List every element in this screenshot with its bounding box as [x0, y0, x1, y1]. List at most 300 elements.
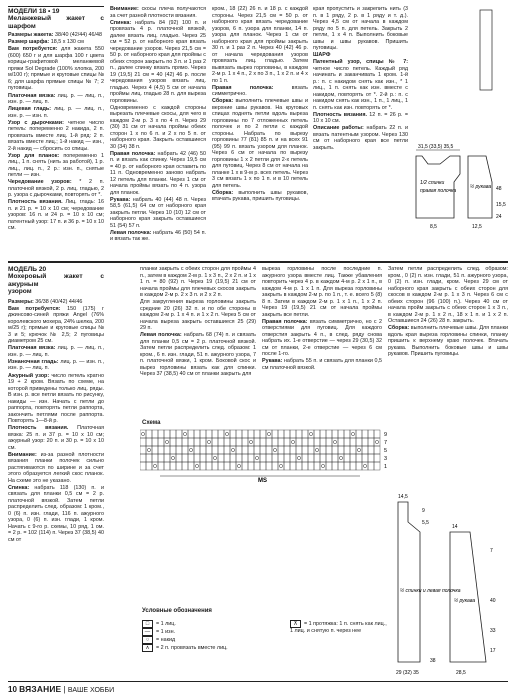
chart-cell [194, 462, 200, 470]
magazine-subtitle: ВАШЕ ХОББИ [67, 687, 115, 694]
chart-cell [254, 462, 260, 470]
chart-cell [368, 446, 374, 454]
section1-pattern-schematic [410, 6, 510, 258]
legend-text: = накид [156, 637, 176, 643]
paragraph [313, 125, 408, 151]
yarn-over-symbol [321, 464, 324, 467]
paragraph-text: набрать 42 (46) 50 п. и вязать как спинку. Через 19,5 см = 40 р. от наборного края оставить по 11 п. Одновременно заново набрать 12 петель для планки. Через 1 см от начала проймы вязать по 4 п. узора для планок. [110, 150, 206, 196]
chart-cell [248, 430, 254, 438]
yarn-over-symbol [207, 440, 210, 443]
paragraph-text: из-за разной плотности вязания планки полочек сильно растягиваются по ширине и за счет этого образуется легкий скос планок. На схеме это не указано. [8, 451, 104, 484]
paragraph [313, 112, 408, 125]
chart-cell [230, 430, 236, 438]
chart-cell [164, 438, 170, 446]
chart-cell [356, 446, 362, 454]
paragraph [8, 153, 104, 179]
chart-cell [140, 430, 146, 438]
paragraph-text: края пропустить и закрепить нить (3 п. в 1 ряду, 2 р. в 1 ряду и т. д.). Через 4,5 см от начала в каждом ряду по 5 п. для петель. Закрыть 2 петли, 1 x 4 п. Выполнить боковые швы и швы рукавов. Пришить пуговицы. [313, 6, 408, 51]
paragraph-text: набрать 40 (44) 48 п. Через 58,5 (61,5) 64 см от наборного края закрыть петли. Через 10 (10) 12 см от наборного края закрыть оставшиеся 51 (54) 57 п. [110, 196, 206, 229]
chart-cell [308, 430, 314, 438]
dim-w2: 8,5 [430, 224, 437, 230]
paragraph-text: скосы плеча получаются за счет разной плотности вязания. [110, 6, 206, 19]
chart-cell [320, 462, 326, 470]
chart-cell [194, 454, 200, 462]
chart-cell [236, 462, 242, 470]
sch2-h4: 17 [490, 648, 496, 654]
chart-cell [362, 430, 368, 438]
legend-item [142, 628, 272, 636]
paragraph-label: Описание работы: [313, 125, 364, 132]
chart-cell [242, 462, 248, 470]
paragraph-label: Сборка: [388, 325, 410, 332]
paragraph-text: набрать 84 (92) 100 п. и провязать 4 р. платочной вязкой, далее вязать лиц. гладью. Через 25 см = 52 р. от наборного края вязать чередование узоров. Через 21,5 см = 50 р. от наборного края для проймы с обеих сторон закрыть по 3 п. и 1 раз 2 п., далее спинку вязать прямо. Через 19 (19,5) 21 см = 40 (42) 46 р. после чередования узоров вязать лиц. гладью. Через 4 (4,5) 5 см от начала проймы лиц. гладью 28 п. для выреза горловины. [110, 19, 206, 104]
section2-column-3 [262, 266, 382, 416]
paragraph-label: Лицевая гладь: [8, 106, 51, 113]
paragraph [388, 325, 508, 358]
section2-column-2-text [140, 266, 256, 378]
chart-cell [368, 462, 374, 470]
paragraph [140, 299, 256, 332]
section1-column-3 [212, 6, 308, 258]
paragraph-label: Внимание: [8, 451, 37, 458]
legend-symbol: ∧ [142, 644, 153, 652]
chart-cell [362, 454, 368, 462]
legend-item [142, 636, 272, 644]
chart-cell [242, 446, 248, 454]
chart-cell [260, 430, 266, 438]
chart-cell [194, 446, 200, 454]
paragraph-text: набрать 22 п. и вязать патентным узором. Через 130 см от наборного края все петли закрыть. [313, 125, 408, 151]
chart-cell [212, 438, 218, 446]
paragraph-text: для жакета 550 (600) 650 г и для шарфа 100 г цвета корицы-графитовой меланжевой пряжи Sol Degrade (100% хлопка, 200 м/100 г); прямые и круговые спицы № 6; для шарфа прямые спицы № 7; 2 пуговицы. [8, 46, 104, 92]
paragraph [8, 32, 104, 39]
chart-cell [158, 446, 164, 454]
yarn-over-symbol [339, 456, 342, 459]
chart-cell [236, 430, 242, 438]
chart-cell [356, 462, 362, 470]
paragraph-text: Лиц. гладь: 16 п. и 21 р. = 10 x 10 см; чередование узоров: 16 п. и 24 р. = 10 x 10 см; патентный узор: 17 п. и 36 р. = 10 x 10 см. [8, 199, 104, 232]
paragraph [110, 197, 206, 230]
chart-cell [290, 430, 296, 438]
chart-cell [140, 462, 146, 470]
chart-cell [206, 462, 212, 470]
chart-cell [200, 446, 206, 454]
chart-cell [296, 438, 302, 446]
yarn-over-symbol [375, 440, 378, 443]
chart-cell [314, 430, 320, 438]
chart-cell [218, 446, 224, 454]
paragraph-text: четное число петель: попеременно 2 накида, 2 п. провязать вместе лиц. 1-й ряд: 2 п. вязать вместе лиц.; 1-й накид — изн., 2-й накид — сбросить со спицы. [8, 119, 104, 152]
dim-w1: 31,5 (33,5) 35,5 [418, 144, 454, 150]
yarn-over-symbol [249, 440, 252, 443]
chart-cell [296, 454, 302, 462]
chart-cell [290, 438, 296, 446]
paragraph-label: Сборка: [212, 189, 234, 196]
chart-cell [182, 454, 188, 462]
footer-separator: | [63, 685, 66, 694]
chart-cell [374, 462, 380, 470]
chart-cell [260, 462, 266, 470]
paragraph-label: Вам потребуется: [8, 46, 58, 53]
section1-column-3-text [212, 6, 308, 203]
paragraph-text: Затем петли распределить след. образом: кром., 0 (2) п. изн. глади, 51 п. ажурного узора, 0 (2) п. изн. глади, кром. Через 29 см от наборного края закрыть с обеих сторон для скосов в каждом 2-м р. 1 x 3 п. Через 6 см с обеих сторон (96 (100) п.). Через 40 см от начала пройм закрыть с обеих сторон 1 x 3 п., в каждом 2-м р. 1 x 2 п., 18 x 1 п. и 1 x 2 п. Оставшиеся 24 (26) 28 п. закрыть. [388, 266, 508, 324]
stitch-chart [140, 428, 400, 486]
chart-cell [236, 454, 242, 462]
chart-cell [230, 446, 236, 454]
sch2-t1: 14,5 [398, 494, 408, 500]
chart-cell [176, 430, 182, 438]
section2-title [8, 266, 104, 296]
yarn-over-symbol [297, 456, 300, 459]
paragraph [313, 6, 408, 52]
chart-cell [182, 462, 188, 470]
paragraph [8, 106, 104, 119]
scarf-shape [480, 10, 492, 90]
chart-cell [218, 462, 224, 470]
chart-cell [140, 446, 146, 454]
chart-cell [308, 446, 314, 454]
paragraph-label: ШАРФ [313, 52, 331, 59]
chart-cell [326, 462, 332, 470]
paragraph [8, 345, 104, 358]
paragraph-label: Плотность вязания. [8, 425, 69, 432]
paragraph [8, 179, 104, 199]
chart-cell [338, 462, 344, 470]
chart-cell [146, 462, 152, 470]
paragraph [140, 332, 256, 378]
chart-cell [326, 438, 332, 446]
chart-cell [140, 454, 146, 462]
section2-column-4-text [388, 266, 508, 358]
chart-cell [152, 462, 158, 470]
chart-cell [272, 454, 278, 462]
chart-cell [338, 454, 344, 462]
yarn-over-symbol [351, 432, 354, 435]
chart-cell [188, 454, 194, 462]
sch2-label1: ½ спинки и левая полочка [400, 588, 461, 594]
chart-cell [152, 430, 158, 438]
sch2-b3: 28,5 [456, 670, 466, 676]
footer-rule [8, 681, 508, 682]
yarn-over-symbol [267, 432, 270, 435]
paragraph-text: 150 (175) г джинсово-синей пряжи Angel (76% королевского мохера, 24% шелка, 200 м/25 г); прямые и круговые спицы № 3 и 5; крючок № 2,5; 2 пуговицы диаметром 25 см. [8, 305, 104, 345]
chart-cell [188, 446, 194, 454]
dim-w3: 12,5 [472, 224, 482, 230]
chart-cell [314, 438, 320, 446]
chart-cell [308, 454, 314, 462]
yarn-over-symbol [147, 448, 150, 451]
legend-title: Условные обозначения [142, 608, 212, 614]
chart-cell [218, 430, 224, 438]
paragraph-label: Рукава: [262, 358, 283, 365]
yarn-over-symbol [315, 448, 318, 451]
paragraph [8, 46, 104, 92]
sleeve-outline-2 [450, 532, 486, 662]
chart-cell [284, 430, 290, 438]
chart-cell [230, 462, 236, 470]
sch2-h1: 7 [490, 548, 493, 554]
chart-cell [344, 446, 350, 454]
yarn-over-symbol [231, 448, 234, 451]
legend-item [290, 620, 390, 635]
paragraph [8, 299, 104, 306]
sch2-t3: 5,5 [422, 520, 429, 526]
chart-cell [188, 438, 194, 446]
paragraph [212, 98, 308, 189]
chart-cell [260, 438, 266, 446]
chart-row-label: 1 [384, 464, 388, 470]
section2-column-4 [388, 266, 508, 416]
paragraph [8, 485, 104, 544]
section1-column-1 [8, 6, 104, 258]
chart-cell [338, 430, 344, 438]
chart-cell [224, 430, 230, 438]
legend-text: = 1 лиц. [156, 621, 176, 627]
chart-cell [260, 454, 266, 462]
legend-item [142, 620, 272, 628]
paragraph [212, 85, 308, 98]
chart-cell [206, 430, 212, 438]
paragraph [110, 230, 206, 243]
chart-cell [296, 430, 302, 438]
chart-cell [254, 430, 260, 438]
yarn-over-symbol [333, 440, 336, 443]
chart-cell [254, 454, 260, 462]
paragraph [110, 20, 206, 105]
chart-cell [344, 430, 350, 438]
chart-cell [278, 462, 284, 470]
paragraph-text: выреза горловины после последние п. ажурного узора вместе лиц. Также убавления повторить через 4 р. в каждом 4-м р. 2 x 1 п., в каждом 4-м р. 1 x 1 п. Для выреза горловины закрыть в каждом 2-м р. по 1 п., т. е. всего 5 (8) 8 п. Затем в каждом 2-м р. 1 x 1 п., 1 x 2 п. Через 19 (19,5) 21 см от начала проймы закрыть все петли. [262, 266, 382, 318]
chart-cell [206, 438, 212, 446]
chart-cell [272, 446, 278, 454]
paragraph [8, 120, 104, 153]
sch2-t2: 9 [422, 508, 425, 514]
chart-cell [212, 454, 218, 462]
label-sleeve: ½ рукава [470, 184, 492, 190]
chart-cell [224, 462, 230, 470]
section1-column-2-text [110, 6, 206, 243]
section2-column-2 [140, 266, 256, 416]
yarn-over-symbol [183, 432, 186, 435]
paragraph [212, 6, 308, 84]
paragraph-label: Ажурный узор: [8, 372, 50, 379]
chart-cell [254, 438, 260, 446]
chart-row-label: 3 [384, 456, 388, 462]
chart-cell [188, 430, 194, 438]
paragraph-text: 18,5 x 130 см [49, 39, 84, 46]
chart-cell [158, 430, 164, 438]
paragraph-text: лиц. р. — лиц. п., изн. р. — лиц. п. [8, 345, 104, 358]
legend-left [142, 620, 272, 652]
chart-cell [332, 438, 338, 446]
chart-cell [374, 446, 380, 454]
chart-cell [224, 454, 230, 462]
chart-cell [266, 454, 272, 462]
yarn-over-symbol [165, 440, 168, 443]
magazine-name: ВЯЗАНИЕ [19, 684, 62, 694]
chart-cell [170, 430, 176, 438]
chart-row-label: 7 [384, 440, 388, 446]
paragraph [110, 105, 206, 151]
dim-h3: 24 [496, 214, 502, 220]
chart-cell [140, 438, 146, 446]
chart-cell [152, 446, 158, 454]
chart-cell [296, 446, 302, 454]
chart-cell [332, 454, 338, 462]
chart-cell [266, 430, 272, 438]
page-footer [8, 684, 508, 696]
chart-cell [176, 438, 182, 446]
chart-cell [356, 438, 362, 446]
paragraph-label: Правая полочка: [110, 150, 156, 157]
chart-cell [260, 446, 266, 454]
chart-cell [356, 454, 362, 462]
chart-cell [272, 430, 278, 438]
chart-cell [230, 438, 236, 446]
chart-cell [182, 446, 188, 454]
paragraph [212, 190, 308, 203]
paragraph-text: планки закрыть с обеих сторон для проймы 4 п., затем в каждом 2-м р. 1 x 3 п., 2 x 2 п. и 1 x 1 п. = 80 (92) п. Через 19 (19,5) 21 см от начала проймы для плечевых скосов закрыть в каждом 2-м р. 2 x 3 п. и 2 x 2 п. [140, 266, 256, 298]
paragraph [388, 266, 508, 325]
chart-cell [290, 462, 296, 470]
chart-cell [152, 454, 158, 462]
chart-cell [224, 438, 230, 446]
section1-title [8, 6, 104, 30]
paragraph-label: Плотность вязания. [313, 111, 367, 118]
paragraph-text: вязать симметрично. [212, 84, 308, 98]
chart-cell [158, 438, 164, 446]
chart-cell [236, 438, 242, 446]
chart-cell [350, 446, 356, 454]
yarn-over-symbol [189, 448, 192, 451]
paragraph [110, 6, 206, 19]
legend-symbol: — [142, 628, 153, 636]
label-front: правая полочка [420, 188, 457, 194]
model-name: Меланжевый жакет с шарфом [8, 15, 104, 30]
chart-cell [326, 446, 332, 454]
sch2-b2: 38 [430, 658, 436, 664]
chart-cell [218, 438, 224, 446]
legend-item [142, 644, 272, 652]
legend-symbol: ○ [142, 636, 153, 644]
chart-cell [326, 430, 332, 438]
chart-cell [302, 430, 308, 438]
chart-cell [320, 430, 326, 438]
chart-cell [242, 438, 248, 446]
section2-column-1 [8, 266, 104, 680]
chart-cell [278, 446, 284, 454]
paragraph-text: лиц. р. — изн. п., изн. р. — лиц. п. [8, 358, 104, 372]
chart-cell [290, 446, 296, 454]
chart-cell [164, 446, 170, 454]
section1-column-4-text [313, 6, 408, 151]
paragraph-label: Вам потребуется: [8, 305, 61, 312]
paragraph-text: набрать 68 (74) п. и связать для планки 0,5 см = 2 р. платочной вязкой. Затем петли распределить след. образом: 1 кром., 6 п. изн. глади, 51 п. ажурного узора, 7 п. платочной вязки, 1 кром. Боковой скос и вырез горловины вязать как для спинки. Через 37 (38,5) 40 см от планки закрыть для [140, 332, 256, 378]
yarn-over-symbol [225, 432, 228, 435]
chart-cell [284, 454, 290, 462]
paragraph-label: Узор для планок: [8, 152, 60, 159]
page-number: 10 [8, 685, 17, 694]
paragraph-label: Внимание: [110, 6, 139, 12]
section1-column-2 [110, 6, 206, 258]
back-front-outline [398, 502, 420, 662]
chart-cell [344, 462, 350, 470]
sch2-t4: 14 [452, 524, 458, 530]
chart-cell [350, 454, 356, 462]
chart-cell [302, 454, 308, 462]
chart-cell [212, 462, 218, 470]
paragraph-text: Для закругления выреза горловины закрыть средние 20 (26) 32 п. и по обе стороны в каждом 2-м р. 1 x 4 п. и 1 x 2 п. Через 5 см от начала выреза закрыть оставшиеся 25 (29) 29 п. [140, 299, 256, 332]
chart-cell [284, 438, 290, 446]
chart-cell [368, 438, 374, 446]
paragraph-text: 36/38 (40/42) 44/46 [33, 298, 83, 305]
chart-cell [308, 462, 314, 470]
paragraph-label: Патентный узор, спицы № 7: [313, 59, 408, 66]
chart-cell [152, 438, 158, 446]
chart-cell [176, 462, 182, 470]
chart-cell [296, 462, 302, 470]
model-number: МОДЕЛЬ 20 [8, 266, 47, 273]
sch2-b1: 29 (32) 35 [396, 670, 419, 676]
paragraph-text: набрать 46 (50) 54 п. и вязать так же. [110, 229, 206, 243]
chart-cell [146, 446, 152, 454]
chart-cell [338, 438, 344, 446]
legend-text: = 2 п. провязать вместе лиц. [156, 645, 228, 651]
paragraph [313, 52, 408, 59]
back-piece-outline [416, 156, 460, 218]
section1-column-1-text [8, 32, 104, 232]
yarn-over-symbol [213, 456, 216, 459]
section2-column-1-text [8, 299, 104, 544]
chart-cell [326, 454, 332, 462]
chart-cell [176, 446, 182, 454]
chart-cell [146, 454, 152, 462]
chart-cell [362, 446, 368, 454]
paragraph-label: Правая полочка: [262, 318, 308, 325]
paragraph [8, 39, 104, 46]
chart-cell [164, 430, 170, 438]
yarn-over-symbol [309, 432, 312, 435]
sch2-label2: ½ рукава [454, 598, 476, 604]
chart-cell [368, 430, 374, 438]
chart-cell [344, 438, 350, 446]
legend-right [290, 620, 390, 635]
paragraph-text: кром., 18 (22) 26 п. и 18 р. с каждой стороны. Через 21,5 см = 50 р. от наборного края вязать чередование узоров, 6 п. узора для планки, 14 п. узора для планок. Через 1 см от наборного края для проймы закрыть 30 п. и 1 раз 2 п. Через 40 (42) 46 р. от начала чередования узоров провязать лиц. гладью. Затем вывязать вырез горловины, в каждом 2-м р. 1 x 4 п., 2 x по 3 п., 1 x 2 п. и 4 x по 1 п. [212, 6, 308, 84]
sch2-h3: 33 [490, 628, 496, 634]
model-name: Мохеровый жакет с ажурным [8, 273, 104, 288]
legend-symbol: □ [142, 620, 153, 628]
chart-cell [170, 454, 176, 462]
chart-cell [212, 446, 218, 454]
chart-cell [320, 446, 326, 454]
paragraph-text: набрать 118 (130) п. и связать для планки 0,5 см = 2 р. платочной вязкой. Затем петли распределить след. образом: 1 кром., 0 (6) п. изн. глади, 116 п. ажурного узора, 0 (6) п. изн. глади, 1 кром. Начать с 9-го р. схемы, 10 ряд. 1 ом. = 2 р. = 102 (114) п. Через 37 (38,5) 40 см от [8, 484, 104, 543]
chart-cell [266, 446, 272, 454]
dim-h2: 15,5 [496, 202, 506, 208]
chart-cell [194, 438, 200, 446]
chart-title: Схема [142, 420, 161, 426]
chart-cell [278, 438, 284, 446]
chart-cell [374, 438, 380, 446]
chart-cell [200, 462, 206, 470]
legend-symbol: ⊼ [290, 620, 301, 628]
paragraph-text: лиц. р. — лиц. п., изн. р. — изн. п. [8, 106, 104, 119]
chart-cell [266, 438, 272, 446]
yarn-over-symbol [357, 448, 360, 451]
chart-repeat-label: MS [258, 478, 267, 484]
chart-cell [362, 462, 368, 470]
paragraph-text: 38/40 (42/44) 46/48 [53, 32, 103, 39]
chart-cell [158, 462, 164, 470]
